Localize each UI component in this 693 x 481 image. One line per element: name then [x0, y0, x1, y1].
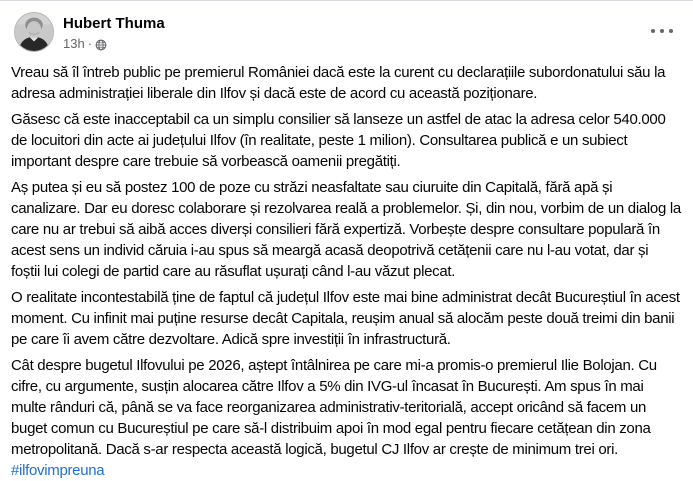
post-author-block	[63, 12, 165, 52]
avatar[interactable]	[14, 12, 54, 52]
hashtag-link[interactable]: #ilfovimpreuna	[11, 462, 105, 479]
avatar-photo	[15, 13, 53, 51]
post-paragraph: Vreau să îl întreb public pe premierul României dacă este la curent cu declarațiile subordonatului său la adresa administrației liberale din Ilfov și dacă este de acord cu această poziționare.	[11, 64, 666, 102]
post-meta-row	[63, 36, 165, 52]
post-paragraph: Aș putea și eu să postez 100 de poze cu străzi neasfaltate sau ciuruite din Capitală, fără apă și canalizare. Dar eu doresc colaborare și rezolvarea reală a problemelor. Și, din nou, vorbim de un dialog la care nu ar trebui să aibă acces diverși consilieri fără expertiză. Vorbește despre consultare populară în acest sens un individ căruia i-au spus să meargă acasă deopotrivă cetățenii care nu l-au votat, dar și foștii lui colegi de partid care au răsuflat ușurați când l-au văzut plecat.	[11, 179, 681, 280]
post-header	[0, 1, 693, 52]
three-dots-icon	[669, 29, 673, 33]
timestamp-link[interactable]: 13h	[63, 36, 85, 51]
meta-separator: ·	[87, 36, 93, 51]
post-options-button[interactable]	[645, 21, 679, 41]
post-paragraph: O realitate incontestabilă ține de faptul că județul Ilfov este mai bine administrat decât Bucureștiul în acest moment. Cu infinit mai puține resurse decât Capitala, reușim anual să alocăm peste două treimi din banii pe care îi avem către dezvoltare. Adică spre investiții în infrastructură.	[11, 289, 680, 348]
three-dots-icon	[651, 29, 655, 33]
post-paragraph: Cât despre bugetul Ilfovului pe 2026, aștept întâlnirea pe care mi-a promis-o premierul Ilie Bolojan. Cu cifre, cu argumente, susțin alocarea către Ilfov a 5% din IVG-ul încasat în București. Am spus în mai multe rânduri că, până se va face reorganizarea administrativ-teritorială, accept oricând să facem un buget comun cu Bucureștiul pe care să-l distribuim apoi în mod egal pentru fiecare cetățean din zona metropolitană. Dacă s-ar respecta această logică, bugetul CJ Ilfov ar crește de minimum trei ori.	[11, 357, 657, 458]
three-dots-icon	[660, 29, 664, 33]
post-text	[0, 52, 693, 481]
globe-icon	[95, 39, 107, 51]
author-name-link[interactable]: Hubert Thuma	[63, 15, 165, 32]
post-paragraph: Găsesc că este inacceptabil ca un simplu consilier să lanseze un astfel de atac la adresa celor 540.000 de locuitori din acte ai județului Ilfov (în realitate, peste 1 milion). Consultarea publică e un subiect important despre care trebuie să vorbească oamenii pregătiți.	[11, 111, 666, 170]
